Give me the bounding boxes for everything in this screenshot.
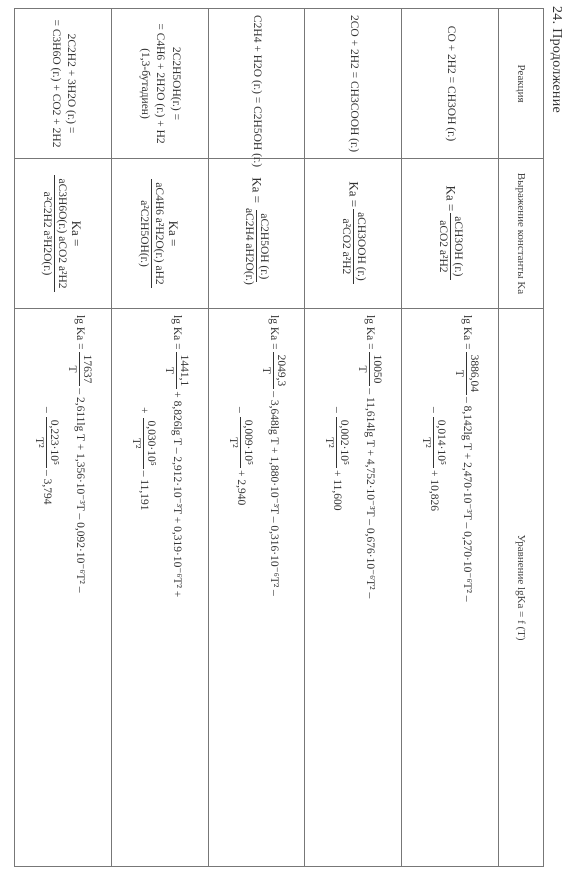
equation-fraction: [163, 352, 190, 390]
header-row: [499, 9, 544, 867]
constant-denominator: a²C2H5OH(г.): [138, 200, 151, 267]
equation-sign: –: [40, 407, 53, 413]
table-row: [15, 9, 112, 867]
reaction-line: = C3H6O (г.) + CO2 + 2H2: [49, 19, 62, 148]
reaction-line: 2C2H2 + 3H2O (г.) =: [65, 33, 78, 134]
header-equation: Уравнение lgKa = f (T): [499, 309, 544, 867]
reaction-line: (1,3-бутадиен): [138, 48, 151, 119]
constant-cell: [305, 159, 402, 309]
constant-fraction: [41, 175, 68, 291]
reactions-table: [14, 8, 544, 867]
equation-constant: – 3,794: [40, 469, 53, 505]
equation-denominator: T: [259, 366, 272, 374]
equation-line-1: [163, 315, 190, 860]
reaction-line: = C4H6 + 2H2O (г.) + H2: [154, 23, 167, 144]
table-row: [402, 9, 499, 867]
equation-numerator-2: 0,002·10⁵: [336, 417, 350, 468]
constant-numerator: aCH3OOH (г.): [353, 209, 367, 284]
equation-fraction-2: [420, 417, 447, 468]
reaction-cell: [402, 9, 499, 159]
reaction-line: C2H4 + H2O (г.) = C2H5OH (г.): [251, 15, 264, 168]
equation-denominator-2: T²: [323, 437, 336, 448]
reaction-line: 2CO + 2H2 = CH3COOH (г.): [348, 15, 361, 153]
reaction-cell: [305, 9, 402, 159]
constant-cell: [402, 159, 499, 309]
equation-denominator-2: T²: [226, 437, 239, 448]
reaction-cell: [208, 9, 305, 168]
equation-terms: – 2,611lg T + 1,356·10⁻³T – 0,092·10⁻⁶T² –: [73, 388, 86, 593]
equation-denominator-2: T²: [129, 437, 142, 449]
equation-denominator: T: [453, 369, 466, 377]
equation-sign: +: [137, 407, 150, 414]
constant-cell: [111, 159, 208, 309]
equation-constant: + 11,600: [331, 469, 344, 511]
equation-lhs: lg Ka =: [460, 315, 473, 350]
equation-cell: [208, 309, 305, 867]
equation-terms: – 3,648lg T + 1,880·10⁻³T – 0,316·10⁻⁶T² –: [267, 391, 280, 596]
constant-lhs: Ka =: [69, 220, 85, 247]
equation-fraction-2: [130, 418, 157, 469]
equation-lhs: lg Ka =: [267, 315, 280, 350]
equation-numerator-2: 0,030·10⁵: [143, 418, 157, 469]
header-reaction: Реакция: [499, 9, 544, 159]
constant-fraction: [340, 209, 367, 284]
equation-cell: [305, 309, 402, 867]
equation-denominator: T: [356, 365, 369, 373]
equation-numerator-2: 0,223·10⁵: [46, 417, 60, 468]
equation-fraction-2: [323, 417, 350, 468]
constant-lhs: Ka =: [166, 220, 182, 247]
constant-denominator: aCO2 a²H2: [436, 220, 449, 273]
reaction-line: CO + 2H2 = CH3OH (г.): [444, 25, 457, 142]
equation-numerator: 17637: [79, 352, 93, 387]
equation-fraction: [260, 352, 287, 390]
constant-numerator: aC3H6O(г.) aCO2 a²H2: [54, 175, 68, 291]
equation-lhs: lg Ka =: [364, 315, 377, 350]
equation-fraction-2: [227, 417, 254, 468]
equation-line-2: [227, 315, 254, 860]
equation-fraction: [66, 352, 93, 387]
equation-denominator: T: [65, 365, 78, 373]
constant-cell: [208, 159, 305, 309]
constant-fraction: [437, 213, 464, 279]
equation-denominator-2: T²: [32, 437, 45, 448]
table-row: [208, 9, 305, 867]
constant-denominator: a²C2H2 a³H2O(г.): [41, 191, 54, 276]
constant-numerator: aC4H6 a²H2O(г.) aH2: [151, 179, 165, 287]
equation-line-1: [260, 315, 287, 860]
equation-line-2: [130, 315, 157, 860]
table-caption: 24. Продолжение: [549, 6, 564, 114]
constant-lhs: Ka =: [249, 177, 265, 203]
equation-line-1: [453, 315, 480, 860]
equation-lhs: lg Ka =: [170, 315, 183, 350]
equation-numerator: 10050: [369, 352, 383, 387]
equation-line-2: [420, 315, 447, 860]
equation-lhs: lg Ka =: [73, 315, 86, 350]
equation-line-2: [323, 315, 350, 860]
equation-numerator-2: 0,014·10⁵: [433, 417, 447, 468]
constant-numerator: aCH3OH (г.): [450, 213, 464, 279]
constant-denominator: a²CO2 a²H2: [339, 218, 352, 275]
header-constant: Выражение константы Ka: [499, 159, 544, 309]
constant-numerator: aC2H5OH (г.): [256, 210, 270, 282]
equation-terms: + 8,826lg T – 2,912·10⁻³T + 0,319·10⁻⁶T² +: [170, 391, 183, 598]
equation-sign: –: [234, 407, 247, 413]
constant-cell: [15, 159, 112, 309]
equation-line-2: [33, 315, 60, 860]
equation-cell: [402, 309, 499, 867]
equation-fraction-2: [33, 417, 60, 468]
equation-line-1: [356, 315, 383, 860]
equation-terms: – 8,142lg T + 2,470·10⁻³T – 0,270·10⁻⁶T² –: [460, 396, 473, 602]
reaction-cell: [111, 9, 208, 159]
equation-terms: – 11,614lg T + 4,752·10⁻³T – 0,676·10⁻⁶T² –: [364, 388, 377, 599]
equation-cell: [15, 309, 112, 867]
equation-fraction: [356, 352, 383, 387]
equation-denominator: T: [162, 366, 175, 374]
equation-sign: –: [427, 407, 440, 413]
equation-numerator: 3886,04: [466, 352, 480, 395]
constant-lhs: Ka =: [443, 185, 459, 212]
table-row: [305, 9, 402, 867]
equation-fraction: [453, 352, 480, 395]
constant-fraction: [138, 179, 165, 287]
table-row: [111, 9, 208, 867]
equation-denominator-2: T²: [420, 437, 433, 448]
equation-numerator-2: 0,009·10⁵: [240, 417, 254, 468]
equation-constant: – 11,191: [137, 470, 150, 511]
equation-constant: + 2,940: [234, 469, 247, 506]
constant-lhs: Ka =: [346, 181, 362, 208]
equation-numerator: 1441,1: [176, 352, 190, 390]
constant-denominator: aC2H4 aH2O(г.): [243, 207, 256, 285]
reaction-cell: [15, 9, 112, 159]
equation-cell: [111, 309, 208, 867]
equation-constant: + 10,826: [427, 469, 440, 511]
reaction-line: 2C2H5OH(г.) =: [169, 46, 182, 121]
equation-line-1: [66, 315, 93, 860]
constant-fraction: [243, 205, 270, 288]
equation-sign: –: [331, 407, 344, 413]
equation-numerator: 2049,3: [273, 352, 287, 390]
